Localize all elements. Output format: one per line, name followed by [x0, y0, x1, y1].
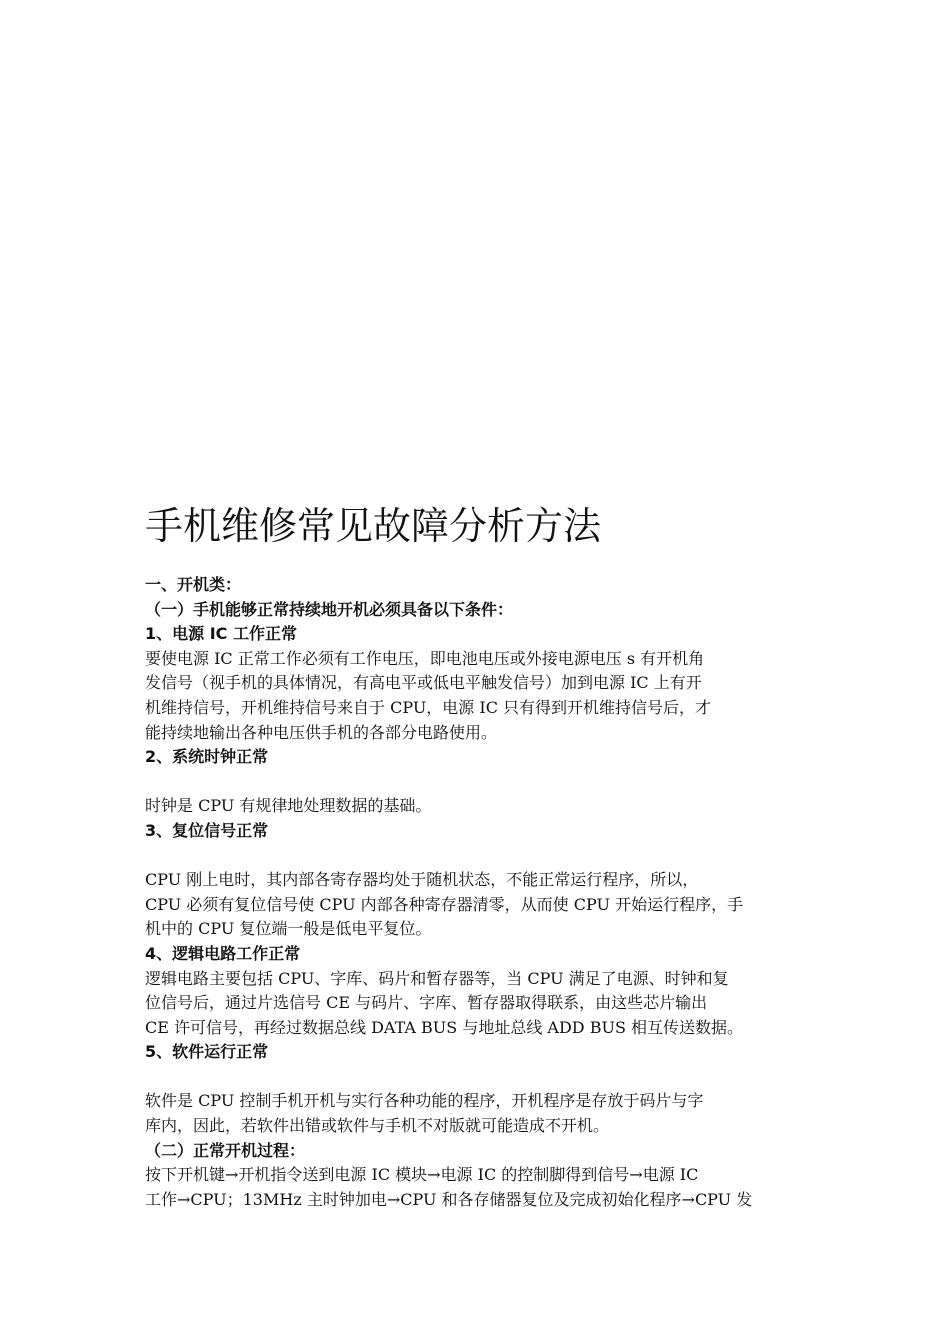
- paragraph-line: 机中的 CPU 复位端一般是低电平复位。: [145, 919, 432, 939]
- blank-line: [145, 1065, 810, 1090]
- paragraph-line: 按下开机键→开机指令送到电源 IC 模块→电源 IC 的控制脚得到信号→电源 IC: [145, 1165, 699, 1185]
- item-heading: 4、逻辑电路工作正常: [145, 943, 301, 963]
- paragraph-line: 工作→CPU；13MHz 主时钟加电→CPU 和各存储器复位及完成初始化程序→CPU 发: [145, 1189, 753, 1209]
- blank-line: [145, 770, 810, 795]
- item-heading: 3、复位信号正常: [145, 820, 269, 840]
- paragraph-line: 库内，因此，若软件出错或软件与手机不对版就可能造成不开机。: [145, 1116, 610, 1136]
- paragraph-line: CPU 必须有复位信号使 CPU 内部各种寄存器清零，从而使 CPU 开始运行程序，手: [145, 894, 744, 914]
- paragraph-line: 软件是 CPU 控制手机开机与实行各种功能的程序，开机程序是存放于码片与字: [145, 1091, 704, 1111]
- paragraph-line: 时钟是 CPU 有规律地处理数据的基础。: [145, 796, 432, 816]
- paragraph-line: 机维持信号，开机维持信号来自于 CPU，电源 IC 只有得到开机维持信号后，才: [145, 697, 712, 717]
- paragraph-line: 要使电源 IC 正常工作必须有工作电压，即电池电压或外接电源电压 s 有开机角: [145, 648, 705, 668]
- item-heading: 1、电源 IC 工作正常: [145, 624, 297, 644]
- paragraph-line: 发信号（视手机的具体情况，有高电平或低电平触发信号）加到电源 IC 上有开: [145, 673, 702, 693]
- subsection-heading: （二）正常开机过程：: [145, 1140, 306, 1160]
- item-heading: 2、系统时钟正常: [145, 747, 269, 767]
- paragraph-line: 能持续地输出各种电压供手机的各部分电路使用。: [145, 722, 498, 742]
- item-heading: 5、软件运行正常: [145, 1042, 269, 1062]
- document-body: [145, 573, 810, 1212]
- paragraph-line: CPU 刚上电时，其内部各寄存器均处于随机状态，不能正常运行程序，所以，: [145, 870, 699, 890]
- subsection-heading: （一）手机能够正常持续地开机必须具备以下条件：: [145, 599, 514, 619]
- paragraph-line: 逻辑电路主要包括 CPU、字库、码片和暂存器等，当 CPU 满足了电源、时钟和复: [145, 968, 729, 988]
- blank-line: [145, 844, 810, 869]
- paragraph-line: CE 许可信号，再经过数据总线 DATA BUS 与地址总线 ADD BUS 相互传送数据。: [145, 1017, 744, 1037]
- section-heading: 一、开机类：: [145, 575, 242, 594]
- document-title: 手机维修常见故障分析方法: [145, 504, 602, 548]
- paragraph-line: 位信号后，通过片选信号 CE 与码片、字库、暂存器取得联系，由这些芯片输出: [145, 993, 708, 1013]
